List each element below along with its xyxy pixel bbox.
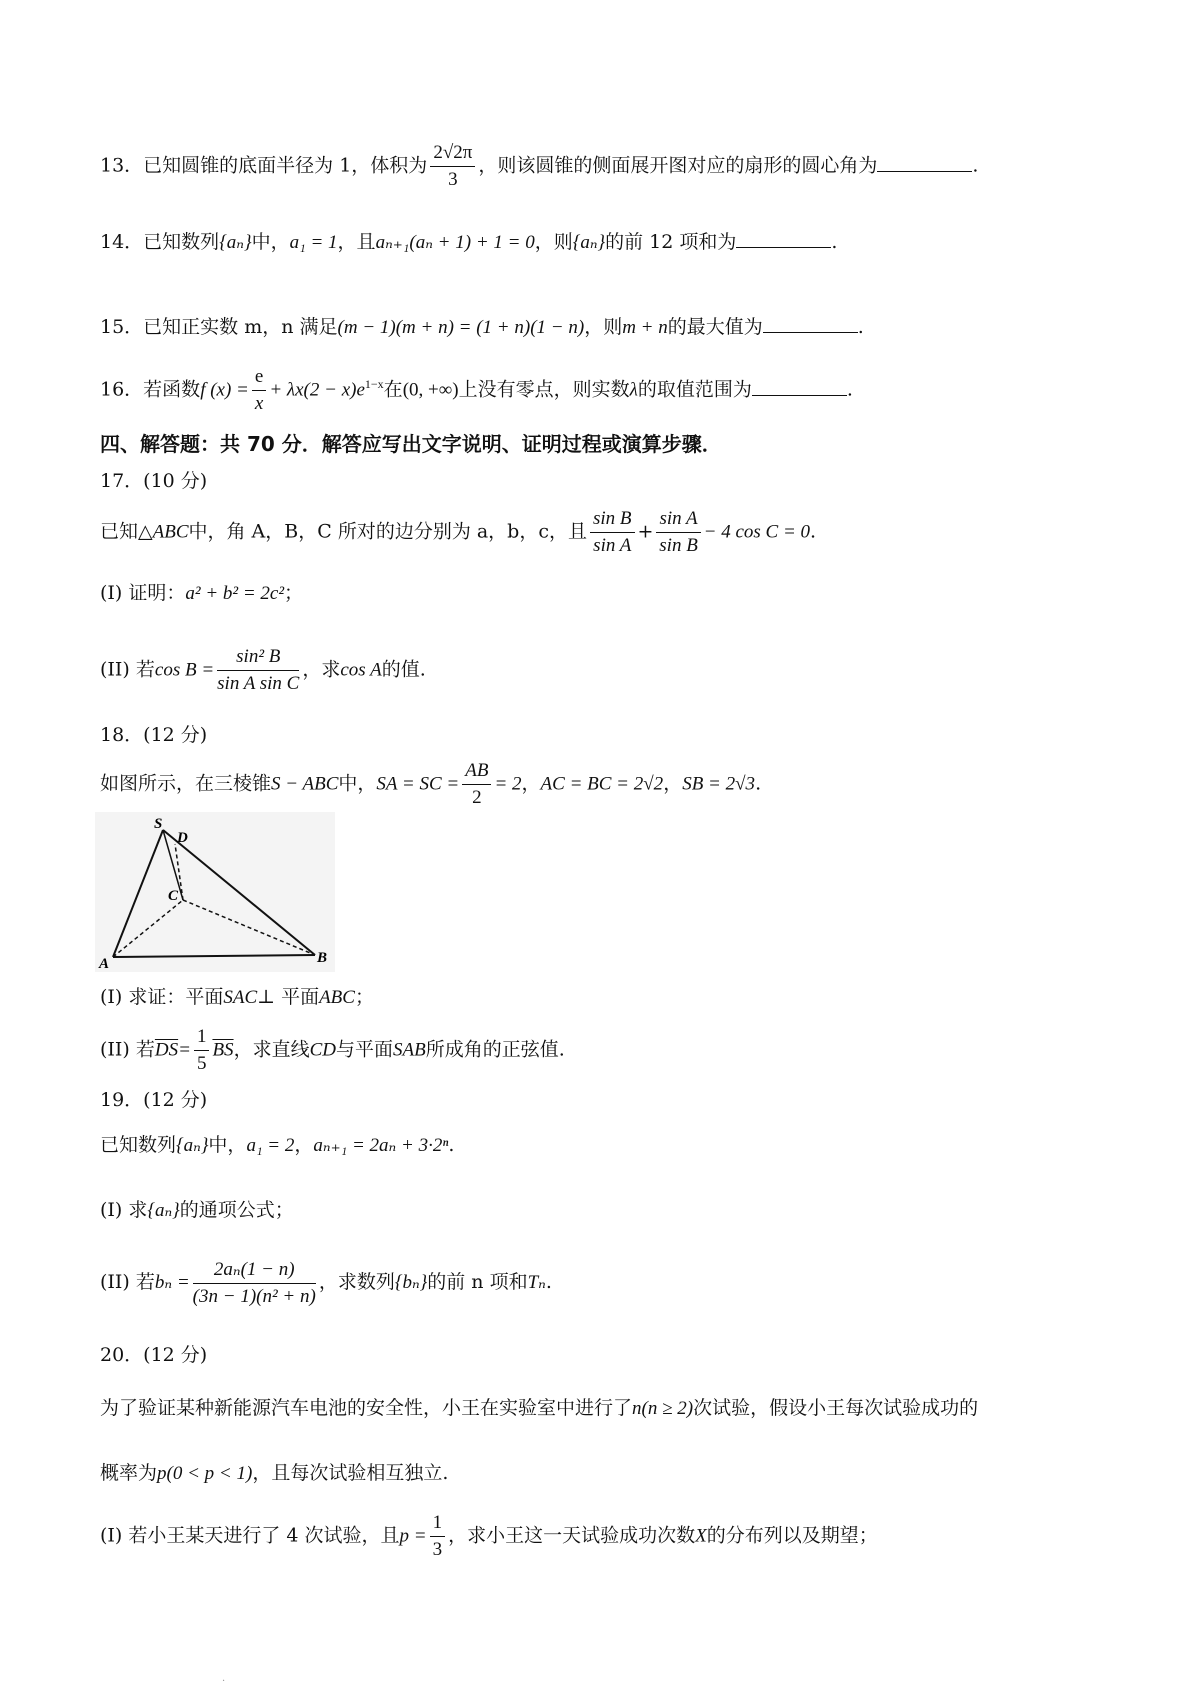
q20-p1-num: 1 xyxy=(430,1512,446,1537)
q20-p1-frac xyxy=(430,1512,446,1561)
q18-p1-plane-b: ABC xyxy=(319,987,355,1008)
q20-stem-line-1 xyxy=(100,1393,978,1420)
q17-p2-label: (II) 若 xyxy=(100,658,155,681)
q18-text: 如图所示，在三棱锥 xyxy=(100,772,272,795)
q20-p1-x: X xyxy=(695,1525,707,1547)
q18-frac xyxy=(462,760,491,809)
q17-p2-num: sin² B xyxy=(217,646,299,671)
q18-sep2: ， xyxy=(663,772,683,795)
q18-p2-frac xyxy=(194,1026,210,1075)
q17-part-2 xyxy=(100,646,426,695)
q17-f1-num: sin B xyxy=(590,508,635,533)
q18-p1-perp: ⊥ 平面 xyxy=(257,986,320,1008)
q19-stem xyxy=(100,1130,454,1157)
q14-seq: {aₙ} xyxy=(219,232,252,253)
q18-p2-eq: = xyxy=(178,1039,191,1061)
q19-seq: {aₙ} xyxy=(176,1135,209,1156)
q14-answer-blank xyxy=(736,246,831,248)
q17-header: 17．(10 分) xyxy=(100,470,208,492)
q20-p1-text: ，求小王这一天试验成功次数 xyxy=(448,1524,696,1547)
q13-frac-num: 2√2π xyxy=(430,142,475,167)
q17-p2-den: sin A sin C xyxy=(217,673,300,694)
q18-p2-label: (II) 若 xyxy=(100,1038,155,1061)
q20-text-3: 概率为 xyxy=(100,1462,158,1484)
q18-p1-end: ； xyxy=(354,986,374,1008)
q19-p1-end: 的通项公式； xyxy=(179,1199,294,1221)
footer-mark: · xyxy=(222,1676,226,1687)
q17-p1-end: ； xyxy=(284,582,304,604)
q19-p2-frac xyxy=(193,1258,316,1308)
q15-cond: (m − 1)(m + n) = (1 + n)(1 − n) xyxy=(337,317,585,338)
q17-text-2: 中，角 A，B，C 所对的边分别为 a，b，c，且 xyxy=(188,520,587,543)
q17-frac-1 xyxy=(590,508,635,557)
label-C: C xyxy=(168,888,179,904)
q20-part-1 xyxy=(100,1512,878,1561)
q18-p2-plane-sab: SAB xyxy=(393,1039,426,1061)
q20-text-2: 次试验，假设小王每次试验成功的 xyxy=(693,1397,979,1419)
q15-text-3: 的最大值为 xyxy=(667,316,763,338)
q13-fraction xyxy=(430,142,475,191)
q18-header: 18．(12 分) xyxy=(100,724,208,746)
q13-end: . xyxy=(972,154,979,177)
q18-p2-end: 所成角的正弦值. xyxy=(425,1038,565,1061)
q14-text-4: ，则 xyxy=(534,231,573,253)
q14-text-3: ，且 xyxy=(337,231,376,253)
q16-frac-num: e xyxy=(252,366,266,391)
q18-p2-text-2: 与平面 xyxy=(335,1038,393,1061)
q15-end: . xyxy=(857,316,864,338)
q19-text-2: 中， xyxy=(208,1134,247,1156)
q19-cond1: a₁ = 2 xyxy=(246,1135,295,1156)
q18-end: . xyxy=(755,772,762,795)
q16-func-right: + λx(2 − x)e xyxy=(269,379,365,401)
q18-text-2: 中， xyxy=(338,772,377,795)
q17-p2-left: cos B = xyxy=(154,659,215,681)
q18-p1-plane-a: SAC xyxy=(223,987,258,1008)
q18-p2-text: ，求直线 xyxy=(233,1038,310,1061)
q13-answer-blank xyxy=(877,170,972,172)
q16-answer-blank xyxy=(752,394,847,396)
q16-end: . xyxy=(846,378,853,401)
q19-text: 已知数列 xyxy=(100,1134,177,1156)
question-15 xyxy=(100,312,864,339)
q20-p-cond: p(0 < p < 1) xyxy=(157,1463,253,1484)
q14-cond1: a₁ = 1 xyxy=(289,232,338,253)
q15-text: 15．已知正实数 m，n 满足 xyxy=(100,316,338,338)
q17-plus: + xyxy=(637,520,654,543)
q16-frac-den: x xyxy=(254,393,264,414)
q18-frac-num: AB xyxy=(462,760,491,785)
q19-p2-den: (3n − 1)(n² + n) xyxy=(192,1286,316,1307)
question-14 xyxy=(100,227,837,254)
q18-eq1-end: = 2 xyxy=(494,773,522,795)
q17-end: . xyxy=(810,520,817,543)
q14-text-2: 中， xyxy=(251,231,290,253)
q13-text-2: ，则该圆锥的侧面展开图对应的扇形的圆心角为 xyxy=(478,154,878,177)
label-B: B xyxy=(317,950,328,966)
q16-exponent: 1−x xyxy=(364,377,384,392)
q13-frac-den: 3 xyxy=(448,169,458,190)
q19-p2-num: 2aₙ(1 − n) xyxy=(193,1258,316,1284)
q19-sep: ， xyxy=(294,1134,314,1156)
q16-func-left: f (x) = xyxy=(200,379,249,401)
q19-p2-label: (II) 若 xyxy=(100,1271,155,1293)
q16-text-3: 上没有零点，则实数 xyxy=(458,378,630,401)
q20-stem-line-2 xyxy=(100,1458,448,1485)
q20-p1-p: p = xyxy=(399,1525,427,1547)
q18-tetrahedron: S − ABC xyxy=(271,773,339,795)
q17-tail: − 4 cos C = 0 xyxy=(703,521,811,543)
q20-p1-label: (I) 若小王某天进行了 4 次试验，且 xyxy=(100,1524,400,1547)
q20-text-4: ，且每次试验相互独立. xyxy=(252,1462,449,1484)
q19-cond2: aₙ₊₁ = 2aₙ + 3·2ⁿ xyxy=(313,1135,449,1156)
q17-p2-target: cos A xyxy=(340,659,382,681)
q18-vector-DS: $\overline{DS}$ xyxy=(154,1039,179,1061)
q14-text: 14．已知数列 xyxy=(100,231,220,253)
q18-stem xyxy=(100,760,761,809)
tetrahedron-figure xyxy=(95,812,335,972)
q17-p1-expr: a² + b² = 2c² xyxy=(185,583,285,604)
question-13 xyxy=(100,142,978,191)
q15-expr: m + n xyxy=(622,317,668,338)
q18-eq3: SB = 2√3 xyxy=(682,773,756,795)
q19-p2-left: bₙ = xyxy=(154,1272,190,1293)
q19-part-2 xyxy=(100,1258,552,1308)
label-A: A xyxy=(99,956,110,972)
q14-end: . xyxy=(831,231,838,253)
q17-stem xyxy=(100,508,816,557)
q16-text: 16．若函数 xyxy=(100,378,201,401)
q17-text: 已知 xyxy=(100,520,139,543)
q18-eq2: AC = BC = 2√2 xyxy=(540,773,664,795)
q19-p2-text-2: 的前 n 项和 xyxy=(427,1271,528,1293)
q18-sep1: ， xyxy=(521,772,541,795)
q17-p2-end: 的值. xyxy=(381,658,426,681)
q14-text-5: 的前 12 项和为 xyxy=(605,231,737,253)
q15-answer-blank xyxy=(763,331,858,333)
q18-vector-BS: $\overline{BS}$ xyxy=(212,1039,234,1061)
q19-p2-tn: Tₙ xyxy=(527,1272,546,1293)
q20-text: 为了验证某种新能源汽车电池的安全性，小王在实验室中进行了 xyxy=(100,1397,633,1419)
q18-p1-label: (I) 求证：平面 xyxy=(100,986,224,1008)
q15-text-2: ，则 xyxy=(584,316,623,338)
q16-text-4: 的取值范围为 xyxy=(637,378,752,401)
q18-frac-den: 2 xyxy=(472,787,482,808)
q13-text: 13．已知圆锥的底面半径为 1，体积为 xyxy=(100,154,428,177)
q17-p2-frac xyxy=(217,646,299,695)
q17-f2-num: sin A xyxy=(656,508,700,533)
q19-part-1 xyxy=(100,1195,294,1222)
q14-seq-2: {aₙ} xyxy=(572,232,606,253)
q18-p2-den: 5 xyxy=(196,1053,207,1074)
q18-part-2 xyxy=(100,1026,565,1075)
q20-header: 20．(12 分) xyxy=(100,1344,208,1366)
q20-p1-den: 3 xyxy=(432,1539,443,1560)
q17-f1-den: sin A xyxy=(593,535,632,556)
label-D: D xyxy=(177,830,188,846)
q17-triangle: △ABC xyxy=(138,521,189,543)
q20-p1-end: 的分布列以及期望； xyxy=(706,1524,878,1547)
q18-p2-line-cd: CD xyxy=(309,1039,336,1061)
label-S: S xyxy=(154,816,163,832)
q14-cond2: aₙ₊₁(aₙ + 1) + 1 = 0 xyxy=(375,232,535,253)
q16-fraction xyxy=(252,366,266,415)
question-16 xyxy=(100,366,853,415)
q17-p1-label: (I) 证明： xyxy=(100,582,186,604)
q16-lambda: λ xyxy=(629,379,638,401)
q18-part-1 xyxy=(100,982,374,1009)
q18-eq1: SA = SC = xyxy=(376,773,460,795)
q19-header: 19．(12 分) xyxy=(100,1089,208,1111)
q16-text-2: 在 xyxy=(383,378,403,401)
section-4-heading: 四、解答题：共 70 分．解答应写出文字说明、证明过程或演算步骤． xyxy=(100,432,722,456)
q20-n-cond: n(n ≥ 2) xyxy=(632,1398,694,1419)
q17-p2-text: ，求 xyxy=(302,658,341,681)
q19-p2-seq-b: {bₙ} xyxy=(394,1272,428,1293)
q17-frac-2 xyxy=(656,508,700,557)
q19-end: . xyxy=(448,1134,455,1156)
q19-p2-text: ，求数列 xyxy=(318,1271,395,1293)
q19-p2-end: . xyxy=(545,1271,552,1293)
q19-p1-seq: {aₙ} xyxy=(147,1200,180,1221)
figure-background xyxy=(95,812,335,972)
q19-p1-label: (I) 求 xyxy=(100,1199,148,1221)
q16-interval: (0, +∞) xyxy=(402,379,459,401)
q17-part-1 xyxy=(100,578,303,605)
q18-p2-num: 1 xyxy=(194,1026,210,1051)
q17-f2-den: sin B xyxy=(659,535,698,556)
